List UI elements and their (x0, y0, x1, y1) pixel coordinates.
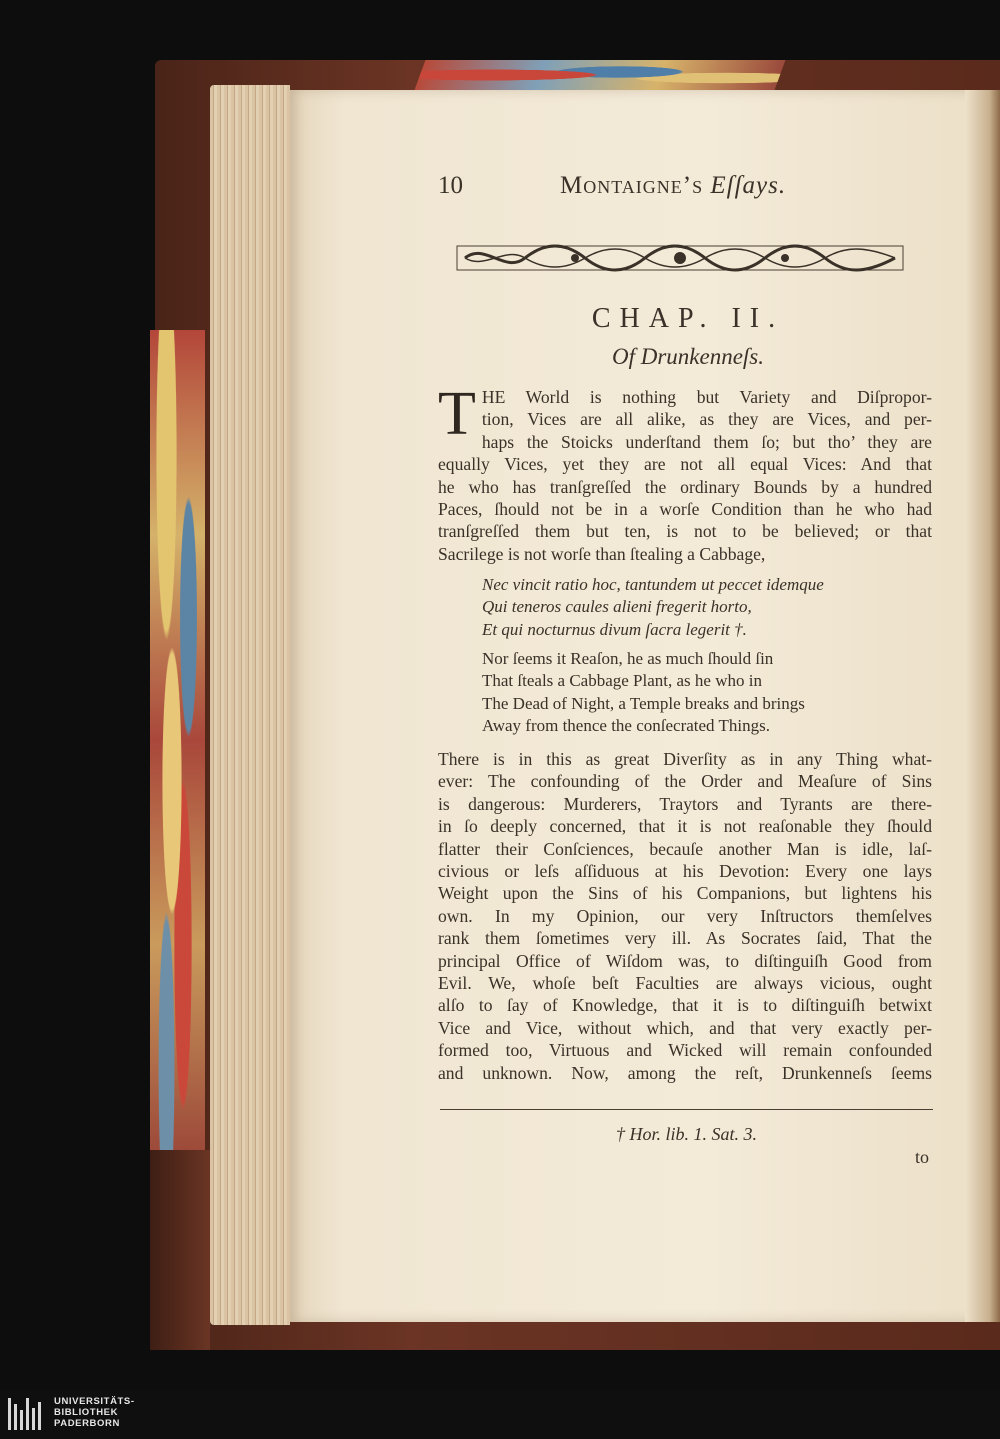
text-line: he who has tranſgreſſed the ordinary Bounds by a hundred (438, 476, 932, 497)
text-line: and unknown. Now, among the reſt, Drunkenneſs ſeems (438, 1062, 932, 1083)
library-name-line: PADERBORN (54, 1418, 120, 1429)
english-verse (482, 648, 922, 738)
text-line: is dangerous: Murderers, Traytors and Tyrants are there- (438, 793, 932, 814)
text-line: HE World is nothing but Variety and Diſpropor- (481, 387, 932, 407)
text-line: own. In my Opinion, our very Inſtructors themſelves (438, 905, 932, 926)
running-title-author: Montaigne’s (560, 172, 704, 199)
text-line: Paces, ſhould not be in a worſe Condition than he who had (438, 499, 932, 520)
verse-line: Et qui nocturnus divum ſacra legerit †. (482, 619, 747, 639)
paragraph-2 (438, 748, 932, 1084)
text-line: equally Vices, yet they are not all equal Vices: And that (438, 454, 932, 475)
verse-line: Nor ſeems it Reaſon, he as much ſhould ſin (482, 649, 774, 668)
library-logo-icon (8, 1398, 46, 1430)
footnote-rule (440, 1109, 933, 1110)
verse-line: Away from thence the conſecrated Things. (482, 716, 770, 736)
text-line: Vice and Vice, without which, and that very exactly per- (438, 1017, 932, 1038)
marbled-endpaper-side (150, 330, 205, 1150)
latin-verse (482, 574, 922, 641)
library-name-line: BIBLIOTHEK (54, 1407, 119, 1418)
text-line: Sacrilege is not worſe than ſtealing a Cabbage, (438, 543, 766, 564)
leather-corner (150, 1150, 210, 1350)
paragraph-1 (438, 380, 932, 565)
verse-line: Qui teneros caules alieni fregerit horto, (482, 597, 752, 617)
verse-line: The Dead of Night, a Temple breaks and brings (482, 693, 805, 713)
page-number: 10 (438, 172, 463, 199)
library-footer (0, 1390, 1000, 1439)
text-line: Evil. We, whoſe beſt Faculties are always vicious, ought (438, 973, 932, 994)
page-edges (210, 85, 290, 1325)
library-name-line: UNIVERSITÄTS- (54, 1396, 135, 1407)
marbled-endpaper-top (415, 60, 786, 90)
running-title-work: Eſſays. (710, 172, 787, 199)
verse-line: That ſteals a Cabbage Plant, as he who in (482, 671, 762, 691)
chapter-subtitle: Of Drunkenneſs. (611, 344, 765, 369)
footnote: † Hor. lib. 1. Sat. 3. (615, 1124, 757, 1144)
text-line: formed too, Virtuous and Wicked will remain confounded (438, 1040, 932, 1061)
text-line: principal Office of Wiſdom was, to diſtinguiſh Good from (438, 950, 932, 971)
text-line: flatter their Conſciences, becauſe another Man is idle, laſ- (438, 838, 932, 859)
text-line: There is in this as great Diverſity as in any Thing what- (438, 749, 932, 769)
headpiece-ornament (455, 240, 905, 276)
drop-cap: T (438, 380, 476, 448)
text-line: in ſo deeply concerned, that it is not reaſonable they ſhould (438, 816, 932, 837)
chapter-heading: CHAP. II. (591, 303, 785, 334)
verse-line: Nec vincit ratio hoc, tantundem ut peccet idemque (482, 575, 824, 594)
text-line: haps the Stoicks underſtand them ſo; but tho’ they are (481, 431, 932, 452)
running-head (438, 170, 938, 206)
text-line: Weight upon the Sins of his Companions, but lightens his (438, 883, 932, 904)
text-line: ever: The confounding of the Order and Meaſure of Sins (438, 771, 932, 792)
library-name (54, 1396, 135, 1429)
running-title (560, 172, 786, 200)
text-line: civious or leſs aſſiduous at his Devotion: Every one lays (438, 861, 932, 882)
page-gutter (965, 90, 1000, 1322)
text-line: tranſgreſſed them but ten, is not to be believed; or that (438, 521, 932, 542)
text-line: tion, Vices are all alike, as they are Vices, and per- (481, 409, 932, 430)
catchword: to (915, 1147, 930, 1167)
text-line: rank them ſometimes very ill. As Socrates ſaid, That the (438, 928, 932, 949)
text-line: alſo to ſay of Knowledge, that it is to diſtinguiſh betwixt (438, 995, 932, 1016)
